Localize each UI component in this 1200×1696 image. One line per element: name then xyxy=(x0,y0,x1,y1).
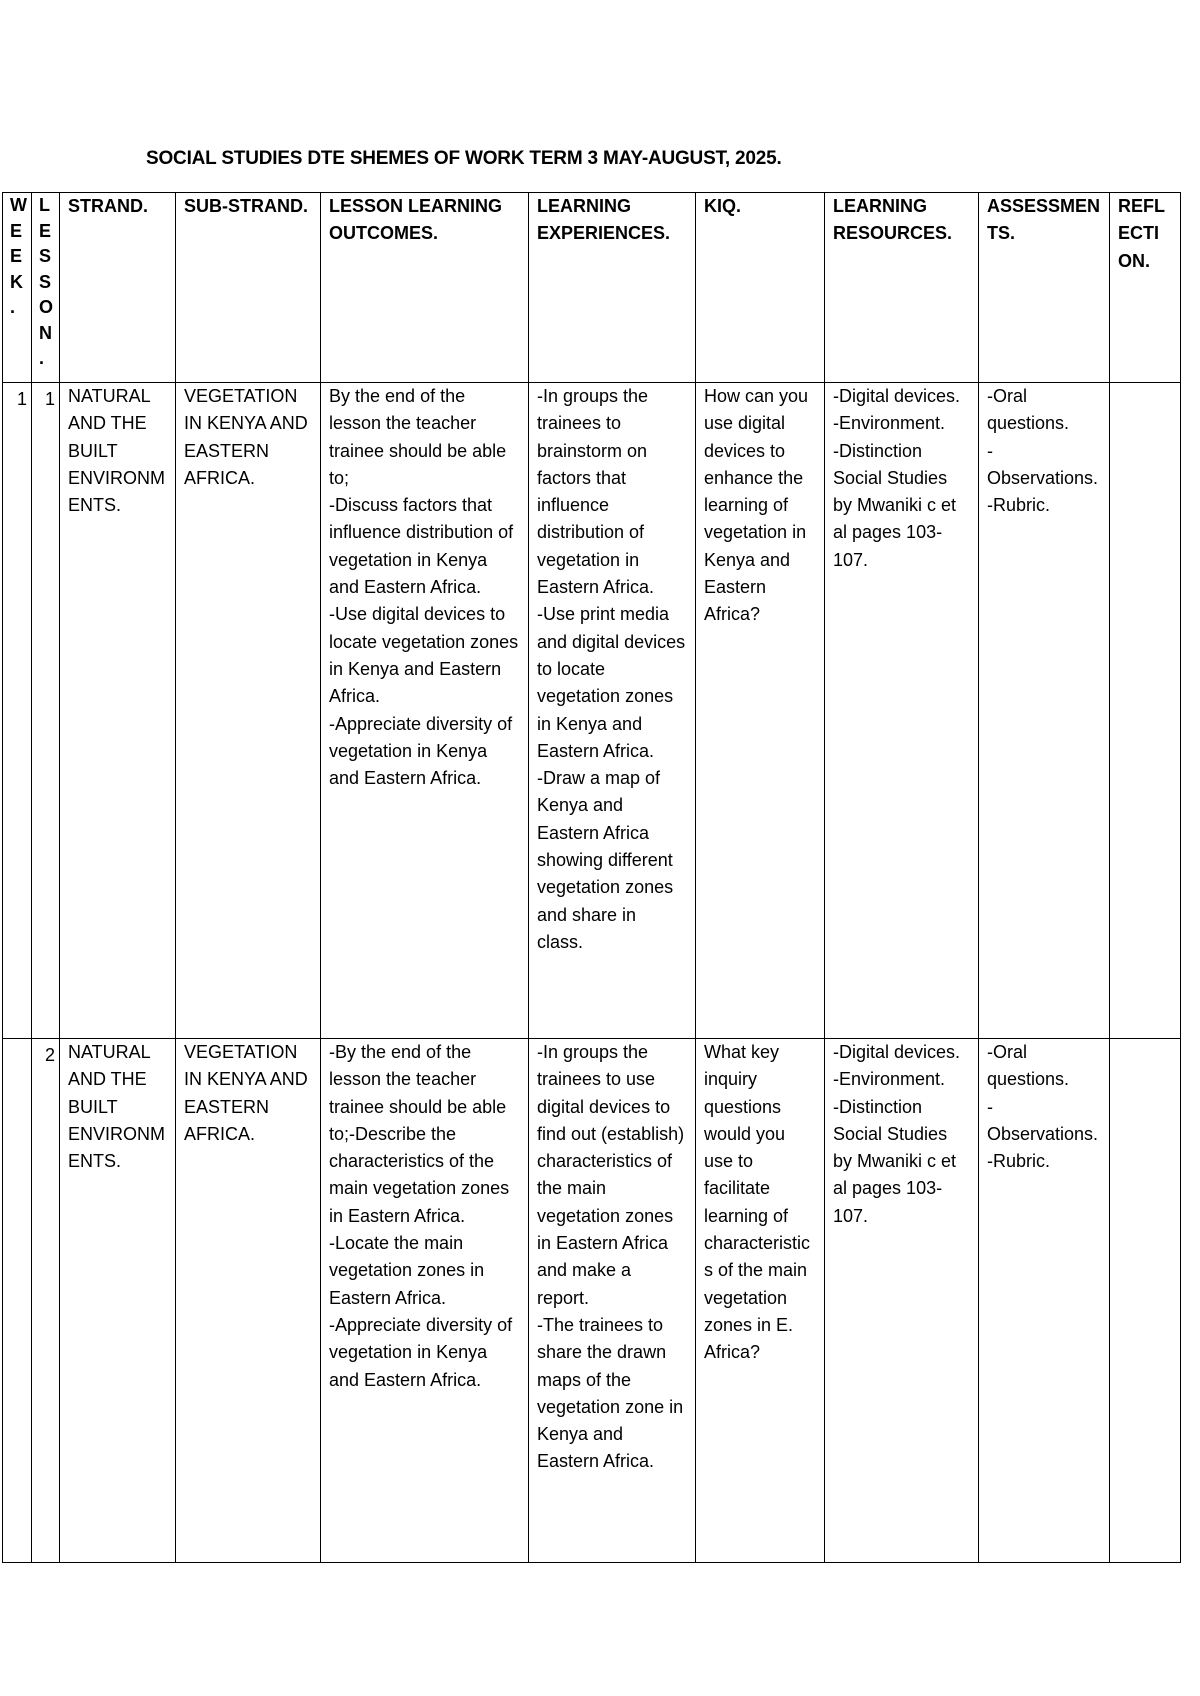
week-cell: 1 xyxy=(3,383,32,1039)
header-experiences: LEARNING EXPERIENCES. xyxy=(529,193,696,383)
strand-cell: NATURAL AND THE BUILT ENVIRONMENTS. xyxy=(60,383,176,1039)
kiq-cell: How can you use digital devices to enhance the learning of vegetation in Kenya and Eastern Africa? xyxy=(696,383,825,1039)
header-week: W E E K . xyxy=(3,193,32,383)
table-row xyxy=(3,1039,1181,1563)
outcomes-cell: By the end of the lesson the teacher trainee should be able to; -Discuss factors that influence distribution of vegetation in Kenya and Eastern Africa. -Use digital devices to locate vegetation zones in Kenya and Eastern Africa. -Appreciate diversity of vegetation in Kenya and Eastern Africa. xyxy=(321,383,529,1039)
lesson-cell: 1 xyxy=(32,383,60,1039)
outcomes-cell: -By the end of the lesson the teacher trainee should be able to;-Describe the characteristics of the main vegetation zones in Eastern Africa. -Locate the main vegetation zones in Eastern Africa. -Appreciate diversity of vegetation in Kenya and Eastern Africa. xyxy=(321,1039,529,1563)
assessments-cell: -Oral questions. -Observations. -Rubric. xyxy=(979,1039,1110,1563)
header-lesson: L E S S O N . xyxy=(32,193,60,383)
document-title: SOCIAL STUDIES DTE SHEMES OF WORK TERM 3 MAY-AUGUST, 2025. xyxy=(146,148,782,169)
kiq-cell: What key inquiry questions would you use to facilitate learning of characteristics of the main vegetation zones in E. Africa? xyxy=(696,1039,825,1563)
scheme-of-work-table xyxy=(2,192,1181,1563)
sub-strand-cell: VEGETATION IN KENYA AND EASTERN AFRICA. xyxy=(176,1039,321,1563)
resources-cell: -Digital devices. -Environment. -Distinction Social Studies by Mwaniki c et al pages 103-107. xyxy=(825,1039,979,1563)
experiences-cell: -In groups the trainees to brainstorm on factors that influence distribution of vegetation in Eastern Africa. -Use print media and digital devices to locate vegetation zones in Kenya and Eastern Africa. -Draw a map of Kenya and Eastern Africa showing different vegetation zones and share in class. xyxy=(529,383,696,1039)
header-assessments: ASSESSMENTS. xyxy=(979,193,1110,383)
header-resources: LEARNING RESOURCES. xyxy=(825,193,979,383)
lesson-cell: 2 xyxy=(32,1039,60,1563)
resources-cell: -Digital devices. -Environment. -Distinction Social Studies by Mwaniki c et al pages 103-107. xyxy=(825,383,979,1039)
reflection-cell xyxy=(1110,1039,1181,1563)
header-strand: STRAND. xyxy=(60,193,176,383)
table-row xyxy=(3,383,1181,1039)
week-cell xyxy=(3,1039,32,1563)
assessments-cell: -Oral questions. -Observations. -Rubric. xyxy=(979,383,1110,1039)
header-row xyxy=(3,193,1181,383)
header-sub-strand: SUB-STRAND. xyxy=(176,193,321,383)
reflection-cell xyxy=(1110,383,1181,1039)
header-reflection: REFLECTION. xyxy=(1110,193,1181,383)
header-kiq: KIQ. xyxy=(696,193,825,383)
strand-cell: NATURAL AND THE BUILT ENVIRONMENTS. xyxy=(60,1039,176,1563)
sub-strand-cell: VEGETATION IN KENYA AND EASTERN AFRICA. xyxy=(176,383,321,1039)
experiences-cell: -In groups the trainees to use digital devices to find out (establish) characteristics of the main vegetation zones in Eastern Africa and make a report. -The trainees to share the drawn maps of the vegetation zone in Kenya and Eastern Africa. xyxy=(529,1039,696,1563)
header-outcomes: LESSON LEARNING OUTCOMES. xyxy=(321,193,529,383)
